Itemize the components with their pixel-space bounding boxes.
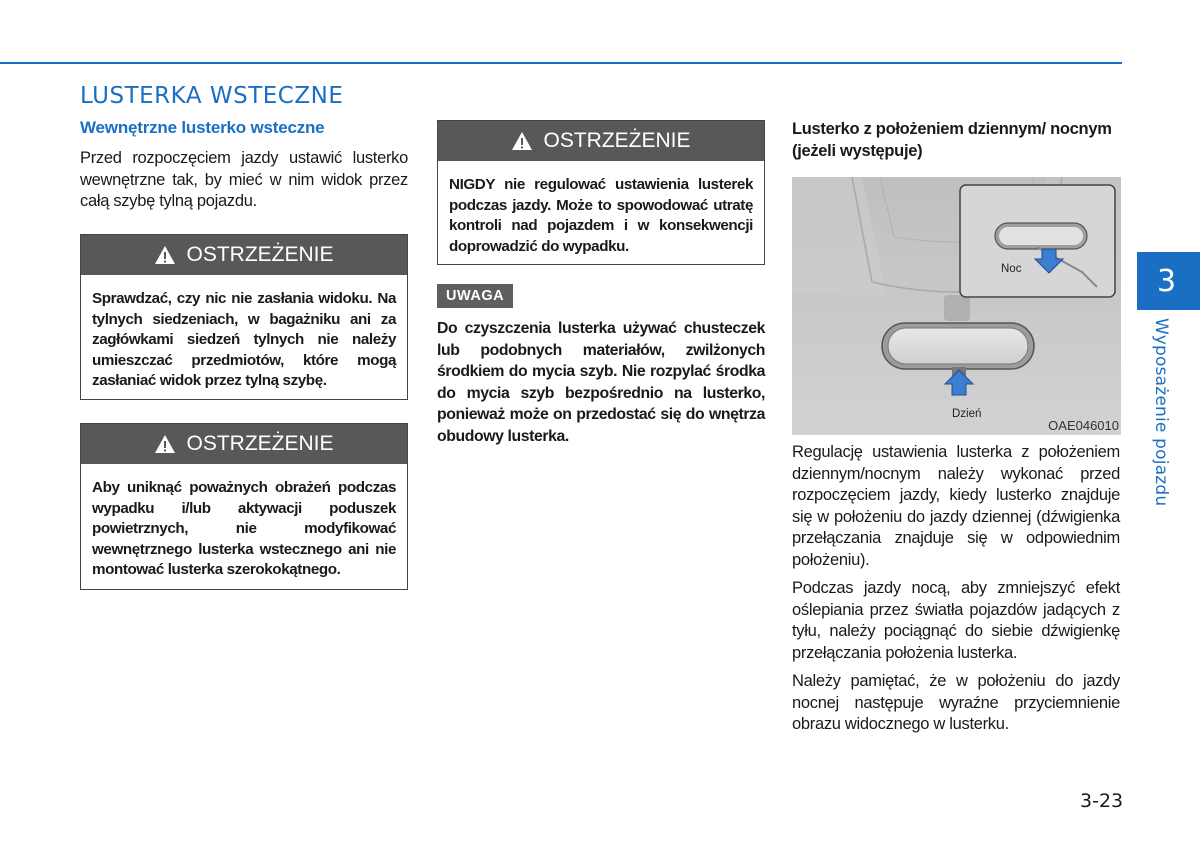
- day-label: Dzień: [952, 408, 982, 420]
- figure-code: OAE046010: [1048, 418, 1119, 433]
- caution-text: Do czyszczenia lusterka używać chusteczek lub podobnych materiałów, zwilżonych środkiem do mycia szyb. Nie rozpylać środka do mycia szyb bezpośrednio na lusterko, ponieważ może on przedostać się do wnętrza obudowy lusterka.: [437, 320, 765, 445]
- intro-paragraph: Przed rozpoczęciem jazdy ustawić lusterko wewnętrzne tak, by mieć w nim widok przez całą szybę tylną pojazdu.: [80, 149, 408, 210]
- caution-badge: UWAGA: [437, 284, 513, 308]
- top-rule: [0, 62, 1122, 64]
- warning-title: OSTRZEŻENIE: [186, 432, 334, 455]
- chapter-title: Wyposażenie pojazdu: [1151, 318, 1171, 507]
- warning-triangle-icon: [154, 245, 176, 265]
- warning-triangle-icon: [511, 131, 533, 151]
- mirror-illustration: [792, 177, 1121, 435]
- daynight-paragraph: Podczas jazdy nocą, aby zmniejszyć efekt oślepiania przez światła pojazdów jadących z tyłu, należy pociągnąć do siebie dźwigienkę przełączania położenia lusterka.: [792, 579, 1120, 662]
- subsection-title: Wewnętrzne lusterko wsteczne: [80, 118, 325, 137]
- daynight-heading: Lusterko z położeniem dziennym/ nocnym (jeżeli występuje): [792, 120, 1112, 160]
- daynight-paragraph: Regulację ustawienia lusterka z położeniem dziennym/nocnym należy wykonać przed rozpoczęciem jazdy, kiedy lusterko znajduje się w położeniu do jazdy dziennej (dźwigienka przełączania znajduje się w odpowiednim położeniu).: [792, 443, 1120, 569]
- warning-title: OSTRZEŻENIE: [543, 129, 691, 152]
- daynight-body: [792, 442, 1120, 743]
- warning-box-airbag: [80, 423, 408, 590]
- page-number: 3-23: [1080, 790, 1124, 812]
- warning-box-driving: [437, 120, 765, 265]
- section-title: LUSTERKA WSTECZNE: [80, 83, 344, 109]
- warning-header: [438, 121, 764, 161]
- warning-box-view: [80, 234, 408, 400]
- chapter-number-tab: 3: [1137, 252, 1200, 310]
- daynight-paragraph: Należy pamiętać, że w położeniu do jazdy nocnej następuje wyraźne przyciemnienie obrazu widocznego w lusterku.: [792, 672, 1120, 733]
- night-label: Noc: [1001, 263, 1022, 275]
- warning-text: Sprawdzać, czy nic nie zasłania widoku. Na tylnych siedzeniach, w bagażniku ani za zagłówkami siedzeń tylnych nie należy umieszczać przedmiotów, które mogą zasłaniać widok przez tylną szybę.: [92, 290, 396, 390]
- mirror-drawing: [792, 177, 1121, 435]
- warning-title: OSTRZEŻENIE: [186, 243, 334, 266]
- warning-text: Aby uniknąć poważnych obrażeń podczas wypadku i/lub aktywacji poduszek powietrznych, nie modyfikować wewnętrznego lusterka wstecznego ani nie montować lusterka szerokokątnego.: [92, 479, 396, 579]
- warning-triangle-icon: [154, 434, 176, 454]
- warning-header: [81, 235, 407, 275]
- warning-text: NIGDY nie regulować ustawienia lusterek podczas jazdy. Może to spowodować utratę kontroli nad pojazdem i w konsekwencji doprowadzić do wypadku.: [449, 176, 753, 255]
- warning-header: [81, 424, 407, 464]
